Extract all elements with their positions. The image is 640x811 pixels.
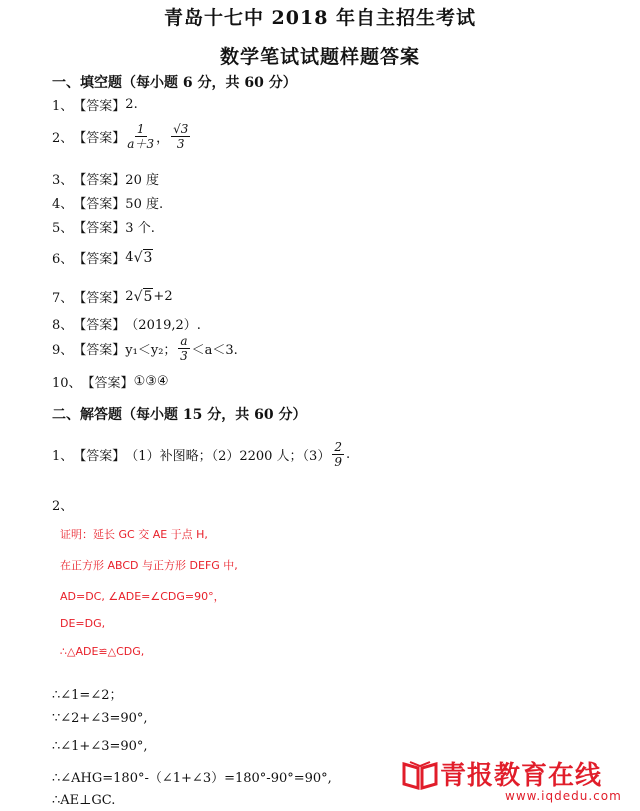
answer-tag: 【答案】: [73, 197, 126, 212]
answer-number: 9、: [52, 343, 74, 358]
answer-text: y₁＜y₂；: [125, 343, 177, 358]
answer-number: 7、: [52, 291, 74, 306]
answer-text: 2.: [125, 97, 138, 112]
fraction-denominator: a＋3: [127, 137, 155, 151]
proof-line: ∴∠1=∠2；: [52, 688, 123, 703]
radicand: 3: [143, 249, 153, 266]
watermark-logo: [400, 755, 602, 792]
red-proof-line: 证明：延长 GC 交 AE 于点 H,: [60, 528, 208, 541]
fraction-denominator: 9: [334, 455, 342, 469]
answer-text: 3 个.: [125, 221, 155, 236]
page-title: 青岛十七中 2018 年自主招生考试: [163, 7, 477, 29]
section-1-heading: 一、填空题（每小题 6 分，共 60 分）: [52, 75, 297, 91]
open-book-icon: [400, 756, 440, 792]
answer-text: （1）补图略；（2）2200 人；（3）: [125, 449, 331, 464]
answer-row-6: [52, 248, 153, 267]
answer-row-10: [52, 372, 169, 391]
answer-row-3: [52, 169, 159, 188]
square-root: √5: [133, 288, 153, 305]
answer-number: 5、: [52, 221, 74, 236]
radicand: 5: [143, 288, 153, 305]
answer-tag: 【答案】: [73, 343, 126, 358]
answer-text: 20 度: [125, 173, 159, 188]
answer-row-8: [52, 314, 201, 333]
answer-number: 8、: [52, 318, 74, 333]
fraction: [171, 122, 190, 151]
answer-tag: 【答案】: [73, 449, 126, 464]
square-root: √3: [133, 249, 153, 266]
fraction-numerator: 1: [136, 122, 145, 136]
answer-tag: 【答案】: [81, 376, 134, 391]
proof-line: ∴∠1+∠3=90°,: [52, 739, 148, 754]
red-proof-line: 在正方形 ABCD 与正方形 DEFG 中,: [60, 559, 238, 572]
separator: ，: [156, 131, 170, 146]
answer-tag: 【答案】: [73, 221, 126, 236]
answer-suffix: ＜a＜3.: [191, 343, 238, 358]
proof-line: ∴∠AHG=180°-（∠1+∠3）=180°-90°=90°,: [52, 771, 332, 786]
answer-suffix: .: [345, 447, 351, 462]
answer-row-7: [52, 287, 173, 306]
coefficient: 4: [125, 250, 134, 265]
fraction-denominator: 3: [180, 349, 188, 363]
fraction: [178, 334, 189, 363]
answer-number: 1、: [52, 449, 74, 464]
proof-line: ∴AE⊥GC.: [52, 793, 116, 808]
solution-row-2-number: 2、: [52, 499, 74, 514]
answer-suffix: +2: [153, 289, 173, 304]
answer-row-4: [52, 193, 163, 212]
answer-row-9: [52, 334, 238, 363]
fraction-numerator: 2: [334, 440, 342, 454]
answer-tag: 【答案】: [73, 252, 126, 267]
answer-tag: 【答案】: [73, 291, 126, 306]
coefficient: 2: [125, 289, 134, 304]
fraction: [332, 440, 344, 469]
fraction-numerator: √3: [173, 122, 189, 136]
answer-tag: 【答案】: [73, 318, 126, 333]
answer-tag: 【答案】: [73, 99, 126, 114]
answer-number: 3、: [52, 173, 74, 188]
fraction-numerator: a: [180, 334, 188, 348]
page-subtitle: 数学笔试试题样题答案: [219, 46, 420, 68]
answer-number: 1、: [52, 99, 74, 114]
red-proof-line: DE=DG,: [60, 617, 106, 630]
answer-text: （2019,2）.: [125, 318, 201, 333]
answer-number: 10、: [52, 376, 82, 391]
answer-number: 4、: [52, 197, 74, 212]
answer-row-2: [52, 122, 192, 151]
logo-url: www.iqdedu.com: [505, 789, 622, 803]
solution-row-1: [52, 440, 350, 469]
answer-tag: 【答案】: [73, 173, 126, 188]
answer-text: 50 度.: [125, 197, 164, 212]
answer-number: 6、: [52, 252, 74, 267]
red-proof-line: AD=DC, ∠ADE=∠CDG=90°，: [60, 590, 225, 603]
answer-number: 2、: [52, 131, 74, 146]
fraction-denominator: 3: [176, 137, 185, 151]
proof-line: ∵∠2+∠3=90°,: [52, 711, 148, 726]
logo-text: 青报教育在线: [440, 761, 603, 791]
answer-row-1: [52, 95, 138, 114]
red-proof-line: ∴△ADE≌△CDG,: [60, 645, 145, 658]
fraction: [127, 122, 154, 151]
section-2-heading: 二、解答题（每小题 15 分，共 60 分）: [52, 407, 307, 423]
answer-text: ①③④: [133, 374, 169, 389]
answer-row-5: [52, 217, 155, 236]
answer-tag: 【答案】: [73, 131, 126, 146]
